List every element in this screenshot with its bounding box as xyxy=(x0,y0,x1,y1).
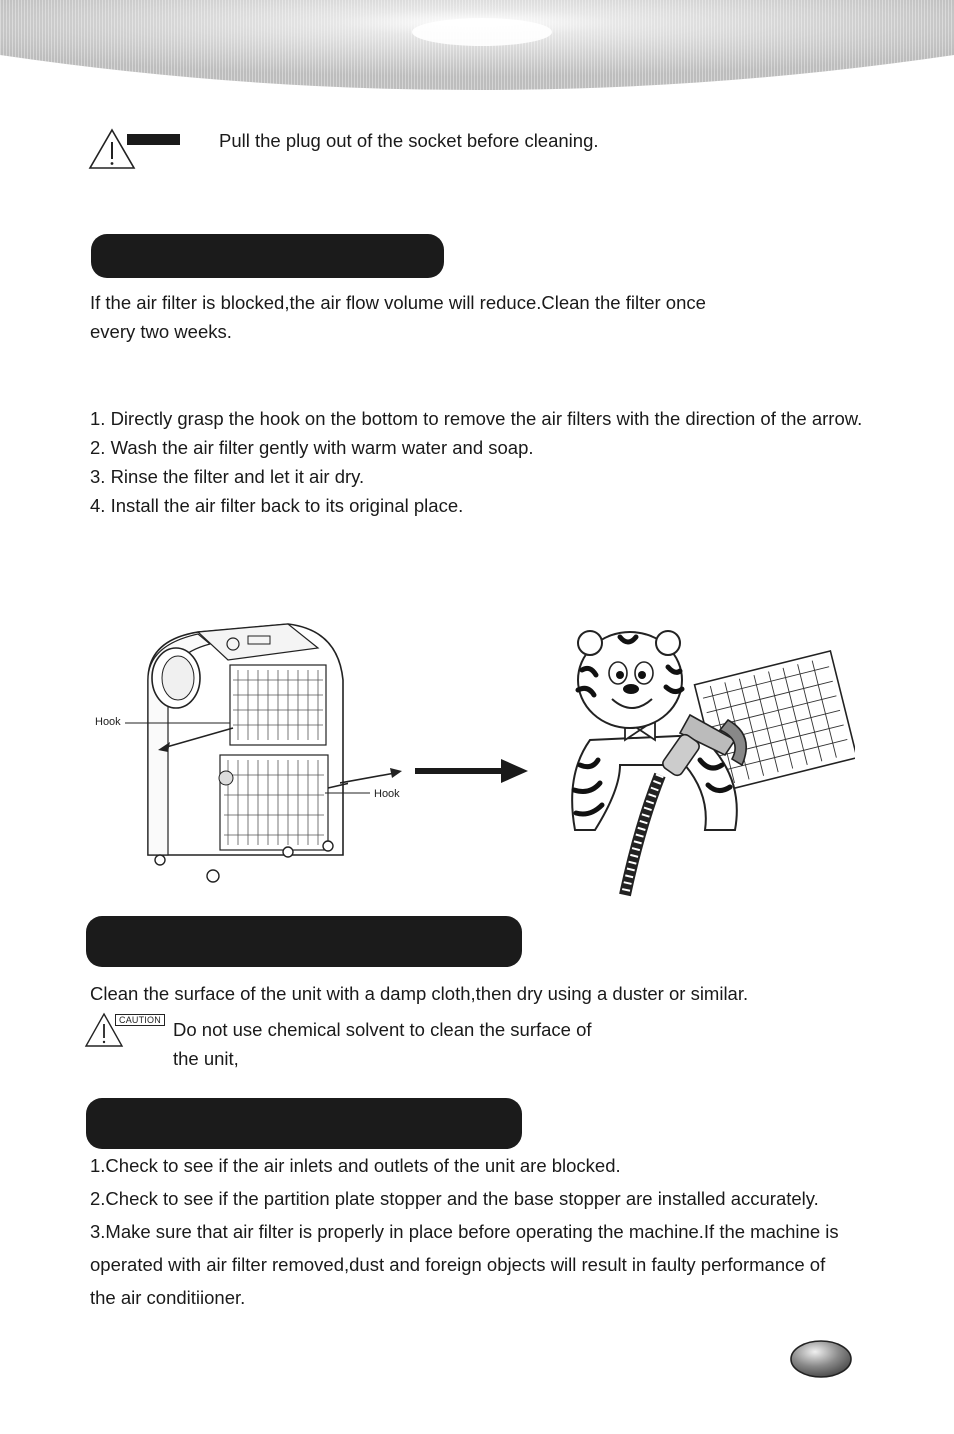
list-item: 2.Check to see if the partition plate stopper and the base stopper are installed accurately. xyxy=(90,1188,819,1209)
list-item: 3.Make sure that air filter is properly in place before operating the machine.If the machine is xyxy=(90,1221,839,1242)
list-item: 1.Check to see if the air inlets and outlets of the unit are blocked. xyxy=(90,1155,621,1176)
caution-text-line-2: the unit, xyxy=(173,1048,239,1069)
list-item: the air conditiioner. xyxy=(90,1287,246,1308)
air-filter-steps xyxy=(90,404,862,520)
surface-clean-text: Clean the surface of the unit with a damp cloth,then dry using a duster or similar. xyxy=(90,983,749,1004)
warning-label-bar xyxy=(127,134,180,145)
header-decorative-band xyxy=(0,0,954,100)
hook-leader-right xyxy=(325,788,375,798)
checks-list xyxy=(90,1149,839,1314)
list-item: 3. Rinse the filter and let it air dry. xyxy=(90,466,365,487)
list-item: operated with air filter removed,dust and foreign objects will result in faulty performance of xyxy=(90,1254,826,1275)
hook-leader-left xyxy=(125,718,235,728)
tiger-vacuum-illustration xyxy=(560,625,855,900)
section-header-air-filter xyxy=(91,234,444,278)
section-header-surface xyxy=(86,916,522,967)
hook-label-right: Hook xyxy=(374,788,400,800)
caution-text-line-1: Do not use chemical solvent to clean the surface of xyxy=(173,1019,592,1040)
air-filter-intro-line-2: every two weeks. xyxy=(90,321,232,342)
air-conditioner-illustration xyxy=(138,620,348,885)
air-filter-intro-line-1: If the air filter is blocked,the air flow volume will reduce.Clean the filter once xyxy=(90,292,706,313)
list-item: 2. Wash the air filter gently with warm water and soap. xyxy=(90,437,534,458)
list-item: 1. Directly grasp the hook on the bottom to remove the air filters with the direction of the arrow. xyxy=(90,408,863,429)
list-item: 4. Install the air filter back to its original place. xyxy=(90,495,464,516)
hook-label-left: Hook xyxy=(95,716,121,728)
warning-text: Pull the plug out of the socket before cleaning. xyxy=(219,130,599,151)
page-number-badge xyxy=(788,1338,854,1380)
caution-badge: CAUTION xyxy=(115,1014,165,1026)
arrow-right-icon xyxy=(415,758,530,784)
section-header-checks xyxy=(86,1098,522,1149)
